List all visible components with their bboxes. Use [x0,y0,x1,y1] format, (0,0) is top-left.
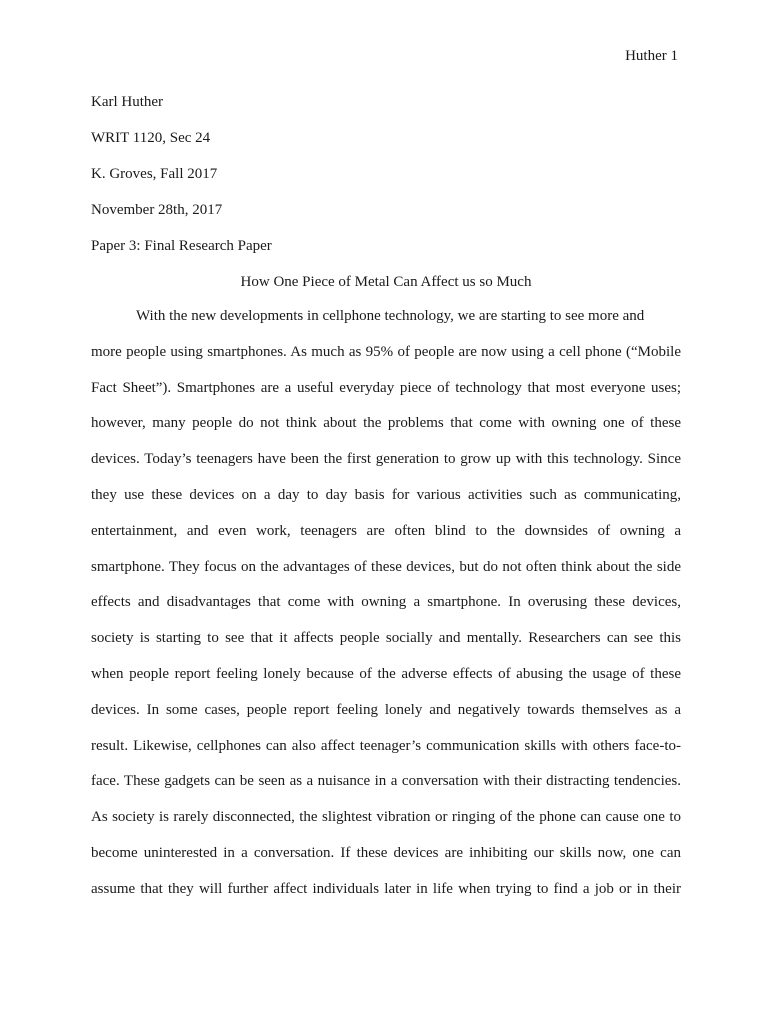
body-line: result. Likewise, cellphones can also affect teenager’s communication skills with others face-to- [91,737,681,754]
running-head: Huther 1 [625,48,678,64]
body-line: become uninterested in a conversation. If these devices are inhibiting our skills now, one can [91,844,681,861]
body-line: devices. In some cases, people report feeling lonely and negatively towards themselves as a [91,701,681,718]
body-line: when people report feeling lonely because of the adverse effects of abusing the usage of these [91,665,681,682]
author-name: Karl Huther [91,94,164,110]
body-line: they use these devices on a day to day basis for various activities such as communicating, [91,486,681,503]
heading-block [91,92,681,272]
body-line: entertainment, and even work, teenagers are often blind to the downsides of owning a [91,522,681,539]
instructor-info: K. Groves, Fall 2017 [91,166,218,182]
body-line: assume that they will further affect individuals later in life when trying to find a job or in their [91,880,681,897]
body-line: however, many people do not think about the problems that come with owning one of these [91,415,681,432]
body-line: effects and disadvantages that come with owning a smartphone. In overusing these devices, [91,594,681,611]
body-line: devices. Today’s teenagers have been the first generation to grow up with this technology. Since [91,451,681,468]
body-line: Fact Sheet”). Smartphones are a useful everyday piece of technology that most everyone uses; [91,379,681,396]
body-paragraph [91,306,681,906]
paper-title: How One Piece of Metal Can Affect us so Much [240,274,532,290]
paper-date: November 28th, 2017 [91,202,223,218]
body-line: As society is rarely disconnected, the slightest vibration or ringing of the phone can cause one to [91,809,681,826]
body-line: smartphone. They focus on the advantages of these devices, but do not often think about the side [91,558,681,575]
body-line: face. These gadgets can be seen as a nuisance in a conversation with their distracting tendencies. [91,773,681,790]
body-line: society is starting to see that it affects people socially and mentally. Researchers can see this [91,630,681,647]
body-line: With the new developments in cellphone technology, we are starting to see more and [136,308,645,324]
course-info: WRIT 1120, Sec 24 [91,130,211,146]
body-line: more people using smartphones. As much as 95% of people are now using a cell phone (“Mobile [91,343,681,360]
assignment-name: Paper 3: Final Research Paper [91,238,272,254]
